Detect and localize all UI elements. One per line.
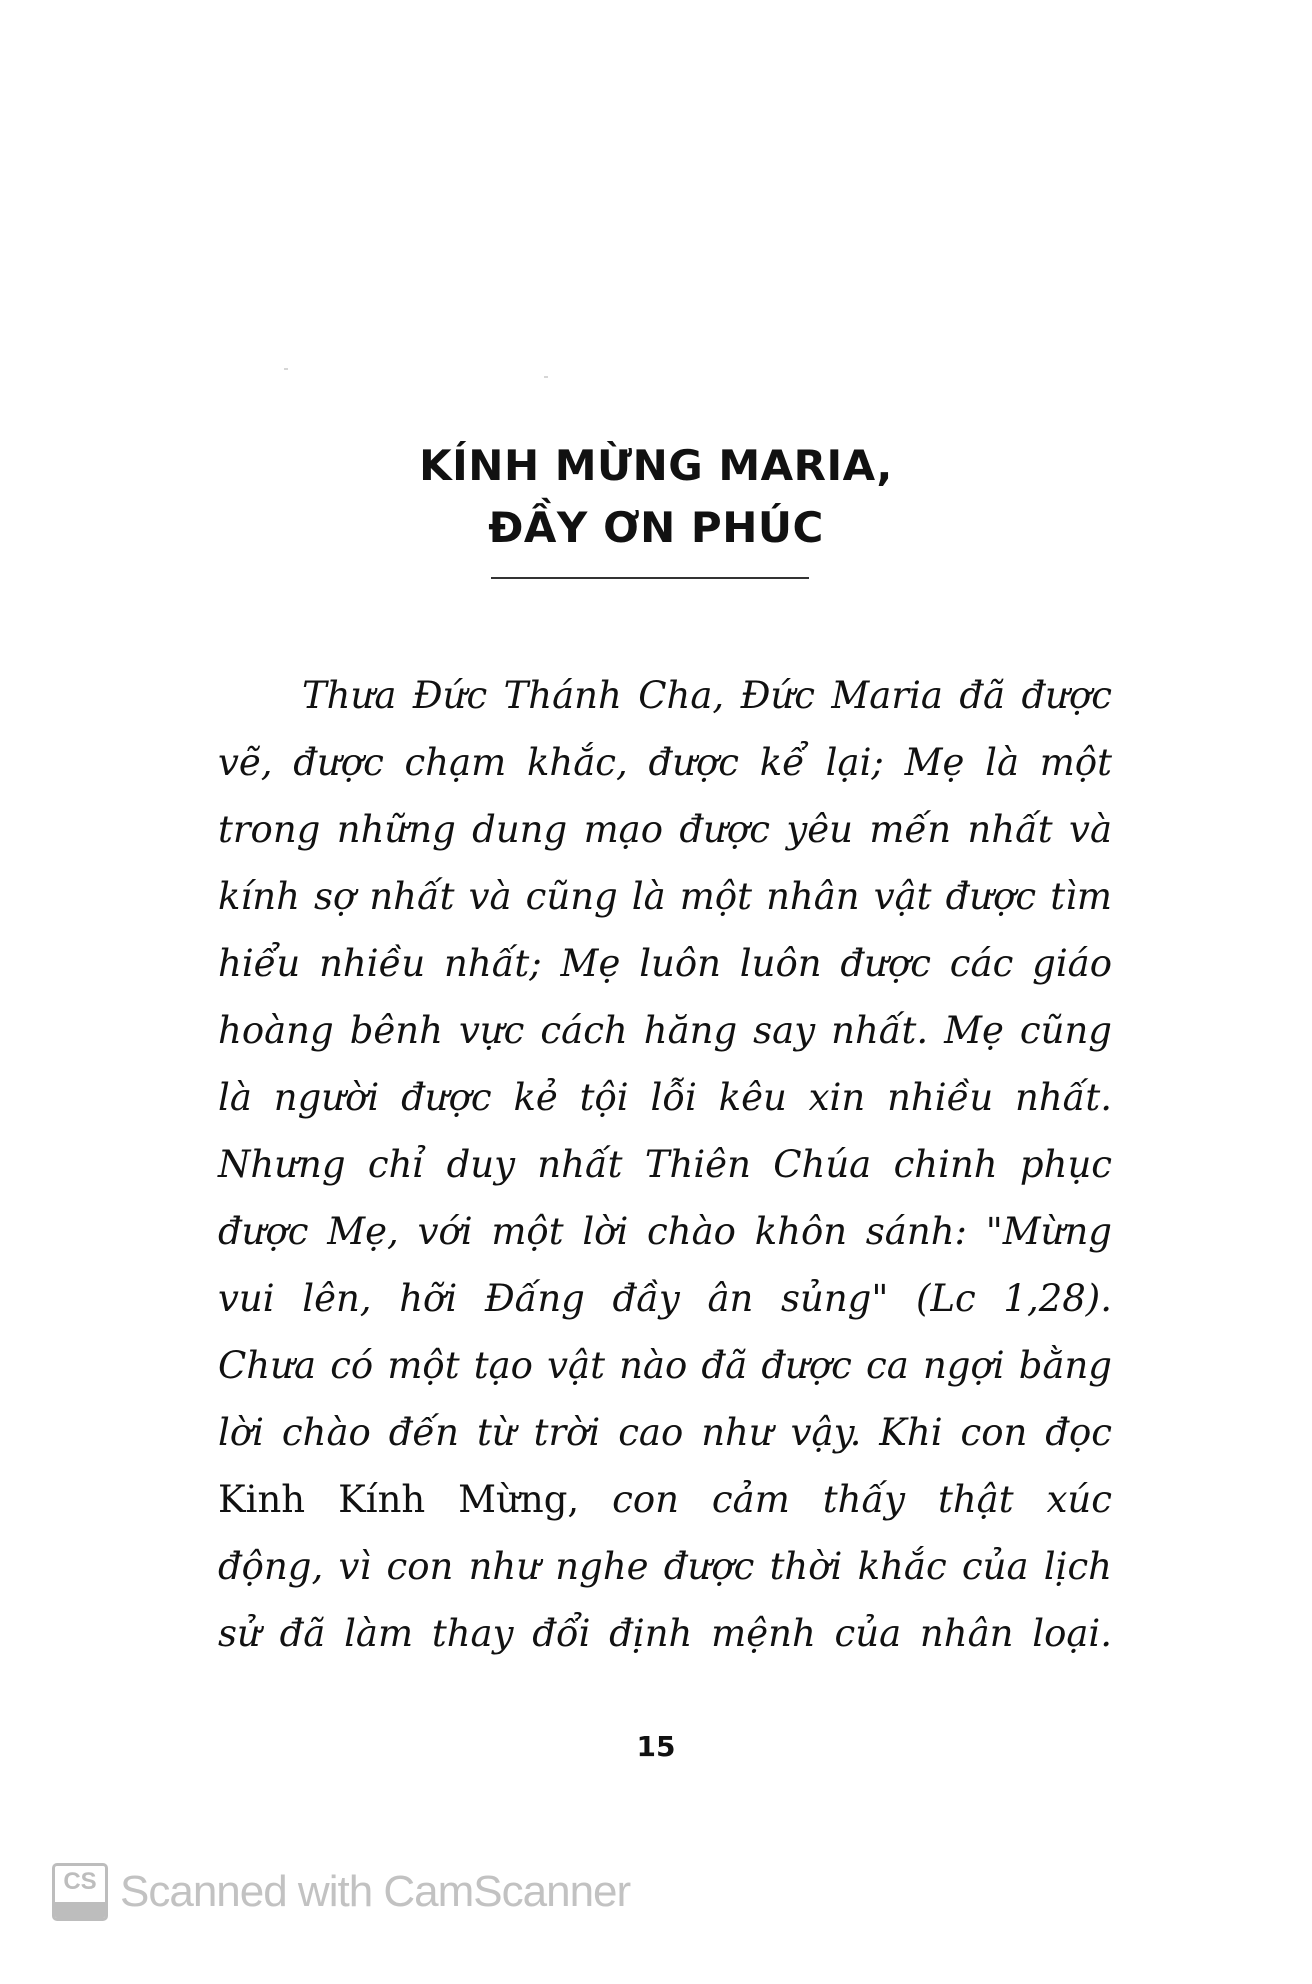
- camscanner-logo-icon: [52, 1863, 108, 1921]
- body-line: vẽ, được chạm khắc, được kể lại; Mẹ là một: [218, 741, 1112, 784]
- body-line: lời chào đến từ trời cao như vậy. Khi con đọc: [218, 1411, 1112, 1454]
- body-line: [218, 1466, 1112, 1533]
- body-line: hiểu nhiều nhất; Mẹ luôn luôn được các giáo: [218, 942, 1112, 985]
- chapter-title: [0, 435, 1312, 559]
- body-line-continuation: con cảm thấy thật xúc: [579, 1478, 1112, 1521]
- body-line: sử đã làm thay đổi định mệnh của nhân loại.: [218, 1612, 1112, 1655]
- scan-speck: [544, 376, 548, 378]
- camscanner-watermark: [52, 1862, 630, 1922]
- body-line: Chưa có một tạo vật nào đã được ca ngợi bằng: [218, 1344, 1112, 1387]
- body-line: là người được kẻ tội lỗi kêu xin nhiều nhất.: [218, 1076, 1112, 1119]
- chapter-title-line-2: ĐẦY ƠN PHÚC: [488, 503, 824, 552]
- body-line: hoàng bênh vực cách hăng say nhất. Mẹ cũng: [218, 1009, 1112, 1052]
- page-number: 15: [636, 1730, 676, 1763]
- body-line: động, vì con như nghe được thời khắc của lịch: [218, 1545, 1112, 1588]
- body-line: kính sợ nhất và cũng là một nhân vật được tìm: [218, 875, 1112, 918]
- body-line: Thưa Đức Thánh Cha, Đức Maria đã được: [302, 674, 1112, 717]
- camscanner-logo-text: CS: [63, 1868, 97, 1895]
- body-line: trong những dung mạo được yêu mến nhất và: [218, 808, 1112, 851]
- body-line: được Mẹ, với một lời chào khôn sánh: "Mừng: [218, 1210, 1112, 1253]
- title-underline-divider: [491, 577, 809, 579]
- prayer-name-upright: Kinh Kính Mừng,: [218, 1478, 580, 1521]
- body-line: Nhưng chỉ duy nhất Thiên Chúa chinh phục: [218, 1143, 1112, 1186]
- camscanner-logo-bar: [55, 1902, 105, 1918]
- body-paragraph: [218, 662, 1112, 1667]
- body-line: vui lên, hỡi Đấng đầy ân sủng" (Lc 1,28).: [218, 1277, 1112, 1320]
- scan-speck: [284, 368, 288, 370]
- chapter-title-line-1: KÍNH MỪNG MARIA,: [419, 441, 893, 490]
- camscanner-watermark-text: Scanned with CamScanner: [120, 1867, 631, 1916]
